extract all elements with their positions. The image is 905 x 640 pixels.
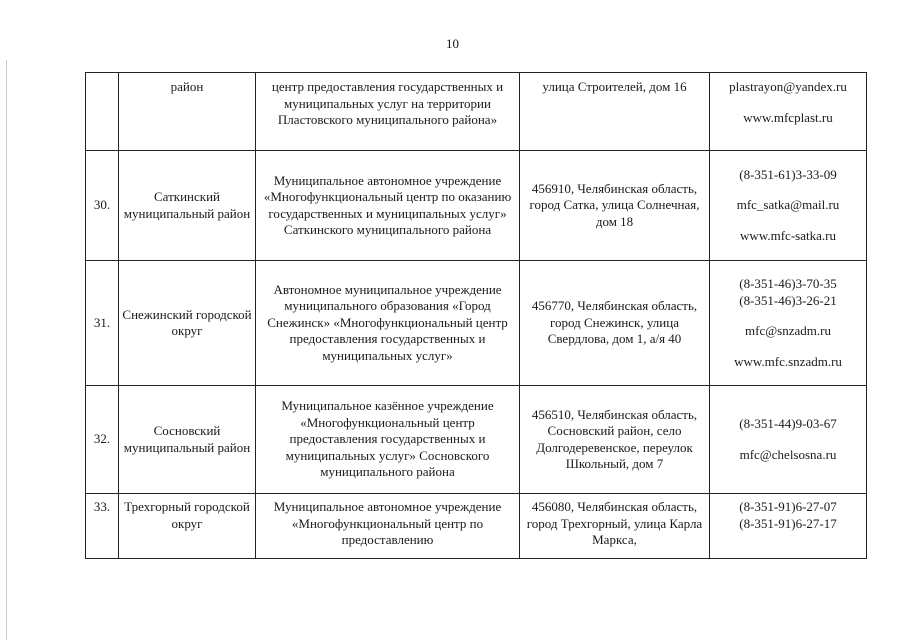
organization-name: Муниципальное автономное учреждение «Многофункциональный центр по предоставлению	[256, 494, 520, 559]
district-name: район	[119, 73, 256, 151]
organization-name: Автономное муниципальное учреждение муниципального образования «Город Снежинск» «Многофункциональный центр предоставления государственных и муниципальных услуг»	[256, 261, 520, 386]
district-name: Снежинский городской округ	[119, 261, 256, 386]
address: 456080, Челябинская область, город Трехгорный, улица Карла Маркса,	[520, 494, 710, 559]
row-number: 31.	[86, 261, 119, 386]
contacts-cell	[710, 73, 867, 151]
contacts-cell	[710, 386, 867, 494]
address: 456770, Челябинская область, город Снежинск, улица Свердлова, дом 1, а/я 40	[520, 261, 710, 386]
website-link[interactable]: www.mfc-satka.ru	[740, 227, 836, 243]
contacts-cell	[710, 494, 867, 559]
table-row	[86, 386, 867, 494]
address: улица Строителей, дом 16	[520, 73, 710, 151]
phone-number: (8-351-44)9-03-67	[739, 416, 837, 431]
phone-number: (8-351-91)6-27-07	[739, 499, 837, 514]
page-number: 10	[446, 36, 459, 51]
row-number	[86, 73, 119, 151]
phone-number: (8-351-46)3-26-21	[739, 292, 837, 308]
website-link[interactable]: www.mfc.snzadm.ru	[734, 353, 842, 369]
email-link[interactable]: plastrayon@yandex.ru	[729, 79, 847, 94]
district-name: Сосновский муниципальный район	[119, 386, 256, 494]
row-number: 32.	[86, 386, 119, 494]
phone-number: (8-351-46)3-70-35	[739, 276, 837, 291]
page-edge-line	[6, 60, 7, 640]
organization-name: Муниципальное автономное учреждение «Многофункциональный центр по оказанию государственных и муниципальных услуг» Саткинского муниципального района	[256, 151, 520, 261]
row-number: 33.	[86, 494, 119, 559]
district-name: Трехгорный городской округ	[119, 494, 256, 559]
contacts-cell	[710, 151, 867, 261]
phone-number: (8-351-61)3-33-09	[739, 166, 837, 182]
organization-name: центр предоставления государственных и муниципальных услуг на территории Пластовского муниципального района»	[256, 73, 520, 151]
email-link[interactable]: mfc_satka@mail.ru	[736, 197, 840, 213]
website-link[interactable]: www.mfcplast.ru	[743, 109, 833, 125]
table-row	[86, 494, 867, 559]
row-number: 30.	[86, 151, 119, 261]
table-row	[86, 151, 867, 261]
phone-number: (8-351-91)6-27-17	[739, 515, 837, 531]
email-link[interactable]: mfc@chelsosna.ru	[739, 446, 837, 462]
address: 456910, Челябинская область, город Сатка, улица Солнечная, дом 18	[520, 151, 710, 261]
address: 456510, Челябинская область, Сосновский район, село Долгодеревенское, переулок Школьный, дом 7	[520, 386, 710, 494]
table-row	[86, 73, 867, 151]
table-row	[86, 261, 867, 386]
mfc-table	[85, 72, 867, 559]
district-name: Саткинский муниципальный район	[119, 151, 256, 261]
organization-name: Муниципальное казённое учреждение «Многофункциональный центр предоставления государственных и муниципальных услуг» Сосновского муниципального района	[256, 386, 520, 494]
email-link[interactable]: mfc@snzadm.ru	[745, 323, 831, 338]
contacts-cell	[710, 261, 867, 386]
